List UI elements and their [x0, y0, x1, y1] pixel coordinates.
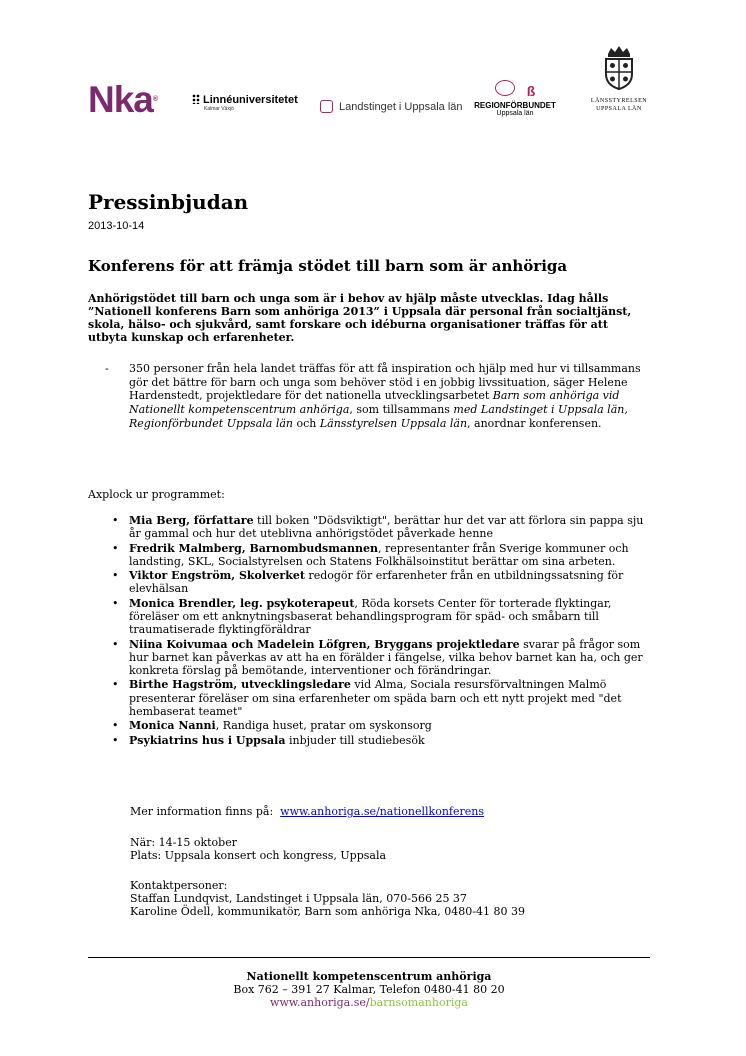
program-item-bold: Monica Brendler, leg. psykoterapeut: [129, 596, 355, 610]
lansstyrelsen-line2: UPPSALA LÄN: [596, 106, 642, 112]
regionforbundet-seal-icon: [495, 80, 515, 96]
quote-paragraph: [105, 362, 645, 431]
footer-address: Box 762 – 391 27 Kalmar, Telefon 0480-41 80 20: [233, 983, 505, 996]
linneuniversitetet-name: Linnéuniversitetet: [203, 94, 298, 106]
program-item: [112, 734, 647, 747]
more-info: [130, 805, 484, 818]
program-list: [112, 514, 647, 748]
program-item-bold: Mia Berg, författare: [129, 514, 254, 527]
more-info-label: Mer information finns på:: [130, 805, 274, 818]
program-item-text: vid Alma, Sociala resursförvaltningen Malmö presenterar föreläser om sina erfarenheter om späda barn och ett nytt projekt med "det hembaserat teamet": [129, 678, 622, 718]
regionforbundet-logo: [467, 80, 563, 117]
event-when: När: 14-15 oktober: [130, 836, 237, 849]
lansstyrelsen-line1: LÄNSSTYRELSEN: [590, 98, 648, 104]
quote-italic-3: Länsstyrelsen Uppsala län: [319, 416, 468, 430]
program-item-text: till boken "Dödsviktigt", berättar hur det var att förlora sin pappa sju år gammal och hur det uteblivna anhörigstödet påverkade henne: [129, 514, 644, 541]
program-item: [112, 678, 647, 718]
program-item-text: inbjuder till studiebesök: [285, 733, 425, 747]
program-item: [112, 597, 647, 637]
contact-person: Karoline Ödell, kommunikatör, Barn som anhöriga Nka, 0480-41 80 39: [130, 905, 525, 918]
lansstyrelsen-logo: [586, 44, 652, 113]
program-item: [112, 719, 647, 732]
program-item-bold: Psykiatrins hus i Uppsala: [129, 733, 286, 747]
quote-text-4: , anordnar konferensen.: [467, 416, 602, 430]
lead-paragraph: Anhörigstödet till barn och unga som är i behov av hjälp måste utvecklas. Idag hålls ”Nationell konferens Barn som anhöriga 2013” i Uppsala där personal från socialtjänst, skola, hälso- och sjukvård, samt forskare och idéburna organisationer träffas för att utbyta kunskap och erfarenheter.: [88, 292, 632, 344]
program-item-bold: Niina Koivumaa och Madelein Löfgren, Bryggans projektledare: [129, 637, 520, 651]
footer-divider: [88, 957, 650, 958]
conference-link[interactable]: www.anhoriga.se/nationellkonferens: [280, 805, 484, 818]
footer: [88, 970, 650, 1009]
document-subtitle: Konferens för att främja stödet till barn som är anhöriga: [88, 257, 568, 275]
linneuniversitetet-logo: [192, 94, 298, 112]
program-item: [112, 542, 647, 568]
program-item-text: , Randiga huset, pratar om syskonsorg: [215, 719, 432, 733]
page-title: Pressinbjudan: [88, 190, 249, 214]
event-where: Plats: Uppsala konsert och kongress, Uppsala: [130, 849, 387, 862]
linneuniversitetet-mark-icon: [192, 94, 200, 104]
footer-org: Nationellt kompetenscentrum anhöriga: [246, 970, 492, 983]
regionforbundet-sub: Uppsala län: [496, 110, 534, 117]
linneuniversitetet-sub: Kalmar Växjö: [204, 106, 234, 112]
quote-text-1: 350 personer från hela landet träffas för att få inspiration och hjälp med hur vi tillsammans gör det bättre för barn och unga som behöver stöd i en jobbig livssituation, säger Helene Hardenstedt, projektledare för det nationella utvecklingsarbetet: [129, 362, 641, 403]
quote-italic-2: med Landstinget i Uppsala län, Regionförbundet Uppsala län: [129, 403, 628, 430]
program-item: [112, 638, 647, 678]
landstinget-logo: [320, 100, 463, 113]
program-item-bold: Monica Nanni: [129, 719, 216, 733]
program-intro: Axplock ur programmet:: [88, 488, 225, 501]
program-item-text: , representanter från Sverige kommuner och landsting, SKL, Socialstyrelsen och Statens Folkhälsoinstitut berättar om sina arbeten.: [129, 541, 629, 568]
document-date: 2013-10-14: [88, 220, 145, 232]
nka-logo: [88, 80, 158, 120]
landstinget-name: Landstinget i Uppsala län: [339, 101, 463, 113]
crown-crest-icon: [602, 44, 636, 90]
nka-logo-text: Nka: [88, 79, 153, 120]
program-item-text: redogör för erfarenheter från en utbildningssatsning för elevhälsan: [129, 569, 624, 596]
contact-persons: [130, 879, 525, 918]
contact-person: Staffan Lundqvist, Landstinget i Uppsala län, 070-566 25 37: [130, 892, 467, 905]
quote-text-3: och: [292, 416, 320, 430]
program-item-text: svarar på frågor som hur barnet kan påverkas av att ha en förälder i fängelse, vilka behov barnet kan ha, och ger konkreta förslag på bemötande, interventioner och förändringar.: [129, 637, 643, 677]
nka-trademark: ®: [152, 96, 159, 103]
quote-dash: -: [105, 362, 109, 375]
contacts-heading: Kontaktpersoner:: [130, 879, 228, 892]
program-item: [112, 569, 647, 595]
footer-web-part-b: barnsomanhoriga: [369, 996, 468, 1009]
event-details: [130, 836, 386, 862]
program-item: [112, 514, 647, 540]
program-item-bold: Viktor Engström, Skolverket: [129, 569, 305, 583]
quote-text-2: , som tillsammans: [349, 403, 454, 417]
program-item-bold: Fredrik Malmberg, Barnombudsmannen: [129, 541, 379, 555]
program-item-bold: Birthe Hagström, utvecklingsledare: [129, 678, 351, 692]
footer-web-link[interactable]: [270, 996, 468, 1009]
regionforbundet-name: REGIONFÖRBUNDET: [474, 101, 556, 110]
quote-italic-1: Barn som anhöriga vid Nationellt kompetenscentrum anhöriga: [129, 389, 620, 417]
footer-web-part-a: www.anhoriga.se/: [270, 996, 370, 1009]
regionforbundet-mark-icon: ß: [526, 83, 536, 99]
program-item-text: , Röda korsets Center för torterade flyktingar, föreläser om ett anknytningsbaserat behandlingsprogram för späd- och småbarn till traumatiserade flyktingföräldrar: [129, 596, 612, 637]
footer-website: [88, 996, 650, 1009]
landstinget-mark-icon: [320, 100, 333, 113]
